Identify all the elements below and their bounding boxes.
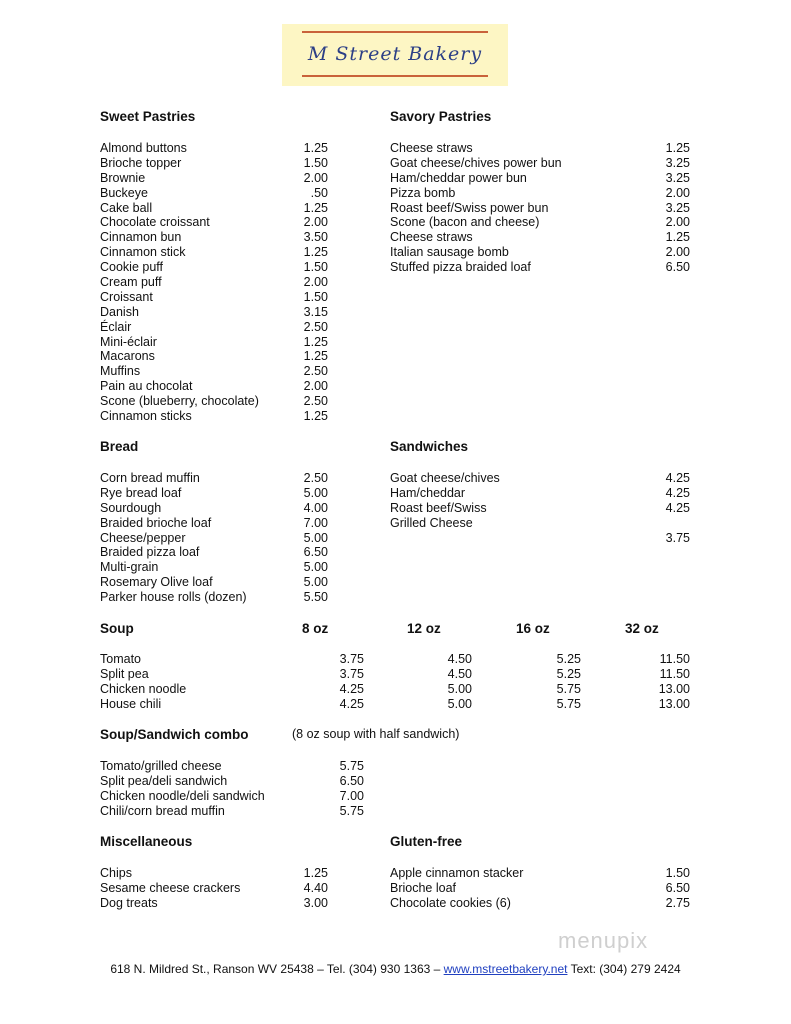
item-name: Italian sausage bomb: [390, 245, 509, 260]
item-name: Croissant: [100, 289, 153, 304]
item-name: Parker house rolls (dozen): [100, 590, 247, 605]
list-item: [100, 260, 328, 275]
item-name: Brownie: [100, 170, 146, 185]
list-item: [100, 590, 328, 605]
item-name: Split pea/deli sandwich: [100, 773, 228, 788]
table-row: [100, 652, 690, 667]
list-item: [100, 156, 328, 171]
item-name: Roast beef/Swiss: [390, 500, 487, 515]
item-name: Chicken noodle/deli sandwich: [100, 788, 265, 803]
item-name: Pizza bomb: [390, 185, 456, 200]
item-name: Dog treats: [100, 895, 158, 910]
item-price: 6.50: [665, 260, 690, 275]
list-item: [100, 394, 328, 409]
list-item: [100, 305, 328, 320]
item-name: Cinnamon stick: [100, 245, 186, 260]
item-price: 3.25: [665, 170, 690, 185]
list-item: [390, 501, 690, 516]
list-item: [390, 260, 690, 275]
sweet-pastries-heading: Sweet Pastries: [100, 109, 196, 124]
logo-rule-bottom: [302, 75, 488, 77]
soup-size-8oz: 8 oz: [302, 621, 329, 636]
item-name: Cheese straws: [390, 141, 473, 155]
logo-text: M Street Bakery: [307, 43, 483, 65]
list-item: [100, 320, 328, 335]
item-name: Cream puff: [100, 275, 162, 290]
item-name: Cinnamon sticks: [100, 409, 192, 424]
item-name: Multi-grain: [100, 560, 159, 575]
logo-rule-top: [302, 31, 488, 33]
item-price: 2.00: [303, 170, 328, 185]
savory-pastries-heading: Savory Pastries: [390, 109, 492, 124]
sandwiches-heading: Sandwiches: [390, 439, 469, 454]
item-price: 1.25: [303, 409, 328, 424]
item-name: Cookie puff: [100, 260, 164, 275]
soup-size-16oz: 16 oz: [516, 621, 550, 636]
price-12oz: 4.50: [447, 666, 472, 681]
item-price: 3.50: [303, 230, 328, 245]
item-name: Chili/corn bread muffin: [100, 803, 225, 818]
item-name: Goat cheese/chives: [390, 471, 500, 485]
list-item: [100, 275, 328, 290]
list-item: [100, 290, 328, 305]
item-name: Scone (bacon and cheese): [390, 215, 540, 230]
item-name: Cake ball: [100, 200, 153, 215]
item-price: 2.50: [303, 364, 328, 379]
price-16oz: 5.75: [556, 696, 581, 711]
item-price: 5.00: [303, 575, 328, 590]
gluten-free-list: [390, 866, 690, 911]
table-row: [100, 697, 690, 712]
list-item: [100, 486, 328, 501]
item-name: Chocolate croissant: [100, 215, 210, 230]
item-price: 3.15: [303, 304, 328, 319]
item-name: Split pea: [100, 666, 149, 681]
item-name: Buckeye: [100, 185, 148, 200]
list-item: [100, 804, 364, 819]
list-item: [390, 866, 690, 881]
list-item: [390, 230, 690, 245]
item-price: 1.50: [303, 260, 328, 275]
bakery-logo: [282, 24, 508, 86]
item-price: 2.00: [303, 379, 328, 394]
price-8oz: 4.25: [339, 681, 364, 696]
menupix-watermark: menupix: [558, 928, 649, 953]
list-item: [390, 215, 690, 230]
list-item: [100, 201, 328, 216]
list-item: [100, 881, 328, 896]
sandwiches-list: [390, 471, 690, 545]
item-name: Rye bread loaf: [100, 485, 182, 500]
list-item: [100, 501, 328, 516]
item-price: 3.00: [303, 895, 328, 910]
footer-text-number: Text: (304) 279 2424: [567, 962, 681, 976]
item-name: Ham/cheddar: [390, 485, 466, 500]
soup-size-32oz: 32 oz: [625, 621, 659, 636]
item-name: Grilled Cheese: [390, 515, 473, 530]
item-name: Brioche loaf: [390, 880, 457, 895]
footer-contact: [0, 962, 791, 976]
gluten-free-heading: Gluten-free: [390, 834, 463, 849]
price-32oz: 13.00: [658, 696, 690, 711]
item-price: 3.75: [665, 530, 690, 545]
item-price: 1.25: [665, 141, 690, 155]
item-price: 5.50: [303, 590, 328, 605]
list-item: [100, 230, 328, 245]
list-item: [100, 186, 328, 201]
item-price: 4.00: [303, 500, 328, 515]
item-price: 1.50: [665, 866, 690, 880]
item-name: Éclair: [100, 319, 132, 334]
list-item: [390, 156, 690, 171]
list-item: [100, 575, 328, 590]
list-item: [390, 245, 690, 260]
item-price: 5.00: [303, 485, 328, 500]
list-item: [390, 171, 690, 186]
list-item: [390, 881, 690, 896]
item-price: 3.25: [665, 155, 690, 170]
table-row: [100, 682, 690, 697]
price-32oz: 11.50: [659, 666, 690, 681]
item-price: 2.00: [665, 215, 690, 230]
price-12oz: 4.50: [447, 652, 472, 666]
item-name: Roast beef/Swiss power bun: [390, 200, 549, 215]
item-price: 1.50: [303, 289, 328, 304]
list-item: [390, 141, 690, 156]
list-item: [100, 215, 328, 230]
price-8oz: 3.75: [339, 652, 364, 666]
list-item: [100, 379, 328, 394]
item-price: 3.25: [665, 200, 690, 215]
item-name: Stuffed pizza braided loaf: [390, 260, 531, 275]
list-item: [100, 335, 328, 350]
list-item: [100, 774, 364, 789]
list-item: [100, 471, 328, 486]
list-item: [390, 471, 690, 486]
item-name: Chocolate cookies (6): [390, 895, 511, 910]
item-name: Chicken noodle: [100, 681, 187, 696]
price-16oz: 5.25: [556, 652, 581, 666]
item-name: House chili: [100, 696, 162, 711]
list-item: [100, 545, 328, 560]
item-name: Cinnamon bun: [100, 230, 182, 245]
item-price: 6.50: [303, 545, 328, 560]
price-32oz: 11.50: [659, 652, 690, 666]
item-name: Sesame cheese crackers: [100, 880, 241, 895]
list-item: [100, 516, 328, 531]
website-link[interactable]: www.mstreetbakery.net: [443, 962, 568, 976]
item-name: Cheese/pepper: [100, 530, 186, 545]
item-name: Corn bread muffin: [100, 471, 200, 485]
list-item: [390, 186, 690, 201]
item-name: Apple cinnamon stacker: [390, 866, 524, 880]
item-price: 4.25: [665, 485, 690, 500]
sweet-pastries-list: [100, 141, 328, 424]
price-16oz: 5.75: [556, 681, 581, 696]
savory-pastries-list: [390, 141, 690, 275]
item-name: Scone (blueberry, chocolate): [100, 394, 259, 409]
item-price: 1.25: [303, 200, 328, 215]
price-12oz: 5.00: [447, 696, 472, 711]
item-price: 4.25: [665, 471, 690, 485]
list-item: [100, 171, 328, 186]
list-item: [100, 560, 328, 575]
item-price: 1.25: [303, 141, 328, 155]
list-item: [390, 516, 690, 531]
item-price: 1.25: [303, 866, 328, 880]
list-item: [100, 759, 364, 774]
list-item: [100, 531, 328, 546]
item-price: 2.50: [303, 319, 328, 334]
item-price: 2.00: [665, 185, 690, 200]
item-price: 2.00: [665, 245, 690, 260]
price-12oz: 5.00: [447, 681, 472, 696]
soup-heading: Soup: [100, 621, 134, 636]
item-name: Brioche topper: [100, 155, 182, 170]
combo-list: [100, 759, 364, 819]
item-price: 5.75: [339, 759, 364, 773]
item-name: Muffins: [100, 364, 141, 379]
item-price: 2.50: [303, 471, 328, 485]
item-price: 1.25: [303, 334, 328, 349]
list-item: [100, 896, 328, 911]
item-price: 1.25: [303, 245, 328, 260]
item-name: Danish: [100, 304, 139, 319]
list-item: [100, 349, 328, 364]
item-price: 2.00: [303, 275, 328, 290]
misc-list: [100, 866, 328, 911]
item-price: 4.25: [665, 500, 690, 515]
list-item: [100, 364, 328, 379]
item-price: 2.50: [303, 394, 328, 409]
combo-note: (8 oz soup with half sandwich): [292, 727, 460, 741]
list-item: [100, 141, 328, 156]
item-price: 5.00: [303, 560, 328, 575]
list-item: [390, 896, 690, 911]
item-name: Tomato: [100, 652, 141, 666]
item-name: Sourdough: [100, 500, 162, 515]
item-name: Mini-éclair: [100, 334, 157, 349]
item-name: Tomato/grilled cheese: [100, 759, 222, 773]
item-price: .50: [310, 185, 328, 200]
list-item: [390, 201, 690, 216]
item-name: Macarons: [100, 349, 155, 364]
item-name: Chips: [100, 866, 132, 880]
price-8oz: 3.75: [339, 666, 364, 681]
soup-table: [100, 652, 690, 712]
combo-heading: Soup/Sandwich combo: [100, 727, 249, 742]
soup-size-12oz: 12 oz: [407, 621, 441, 636]
list-item: [100, 245, 328, 260]
item-price: 1.50: [303, 155, 328, 170]
item-name: Goat cheese/chives power bun: [390, 155, 562, 170]
item-name: Cheese straws: [390, 230, 473, 245]
item-price: 6.50: [665, 880, 690, 895]
item-name: Almond buttons: [100, 141, 187, 155]
bread-list: [100, 471, 328, 605]
price-16oz: 5.25: [556, 666, 581, 681]
price-8oz: 4.25: [339, 696, 364, 711]
item-price: 1.25: [303, 349, 328, 364]
list-item: [100, 409, 328, 424]
item-price: 6.50: [339, 773, 364, 788]
list-item: [100, 789, 364, 804]
footer-address: 618 N. Mildred St., Ranson WV 25438 – Tel. (304) 930 1363 –: [110, 962, 444, 976]
item-price: 7.00: [339, 788, 364, 803]
list-item: [390, 531, 690, 546]
item-price: 5.75: [339, 803, 364, 818]
item-price: 2.00: [303, 215, 328, 230]
list-item: [390, 486, 690, 501]
list-item: [100, 866, 328, 881]
item-name: Ham/cheddar power bun: [390, 170, 527, 185]
table-row: [100, 667, 690, 682]
item-price: 2.75: [665, 895, 690, 910]
item-name: Pain au chocolat: [100, 379, 193, 394]
price-32oz: 13.00: [658, 681, 690, 696]
bread-heading: Bread: [100, 439, 139, 454]
misc-heading: Miscellaneous: [100, 834, 193, 849]
item-price: 5.00: [303, 530, 328, 545]
item-name: Braided brioche loaf: [100, 515, 212, 530]
item-price: 1.25: [665, 230, 690, 245]
item-name: Rosemary Olive loaf: [100, 575, 213, 590]
item-name: Braided pizza loaf: [100, 545, 200, 560]
item-price: 7.00: [303, 515, 328, 530]
item-price: 4.40: [303, 880, 328, 895]
